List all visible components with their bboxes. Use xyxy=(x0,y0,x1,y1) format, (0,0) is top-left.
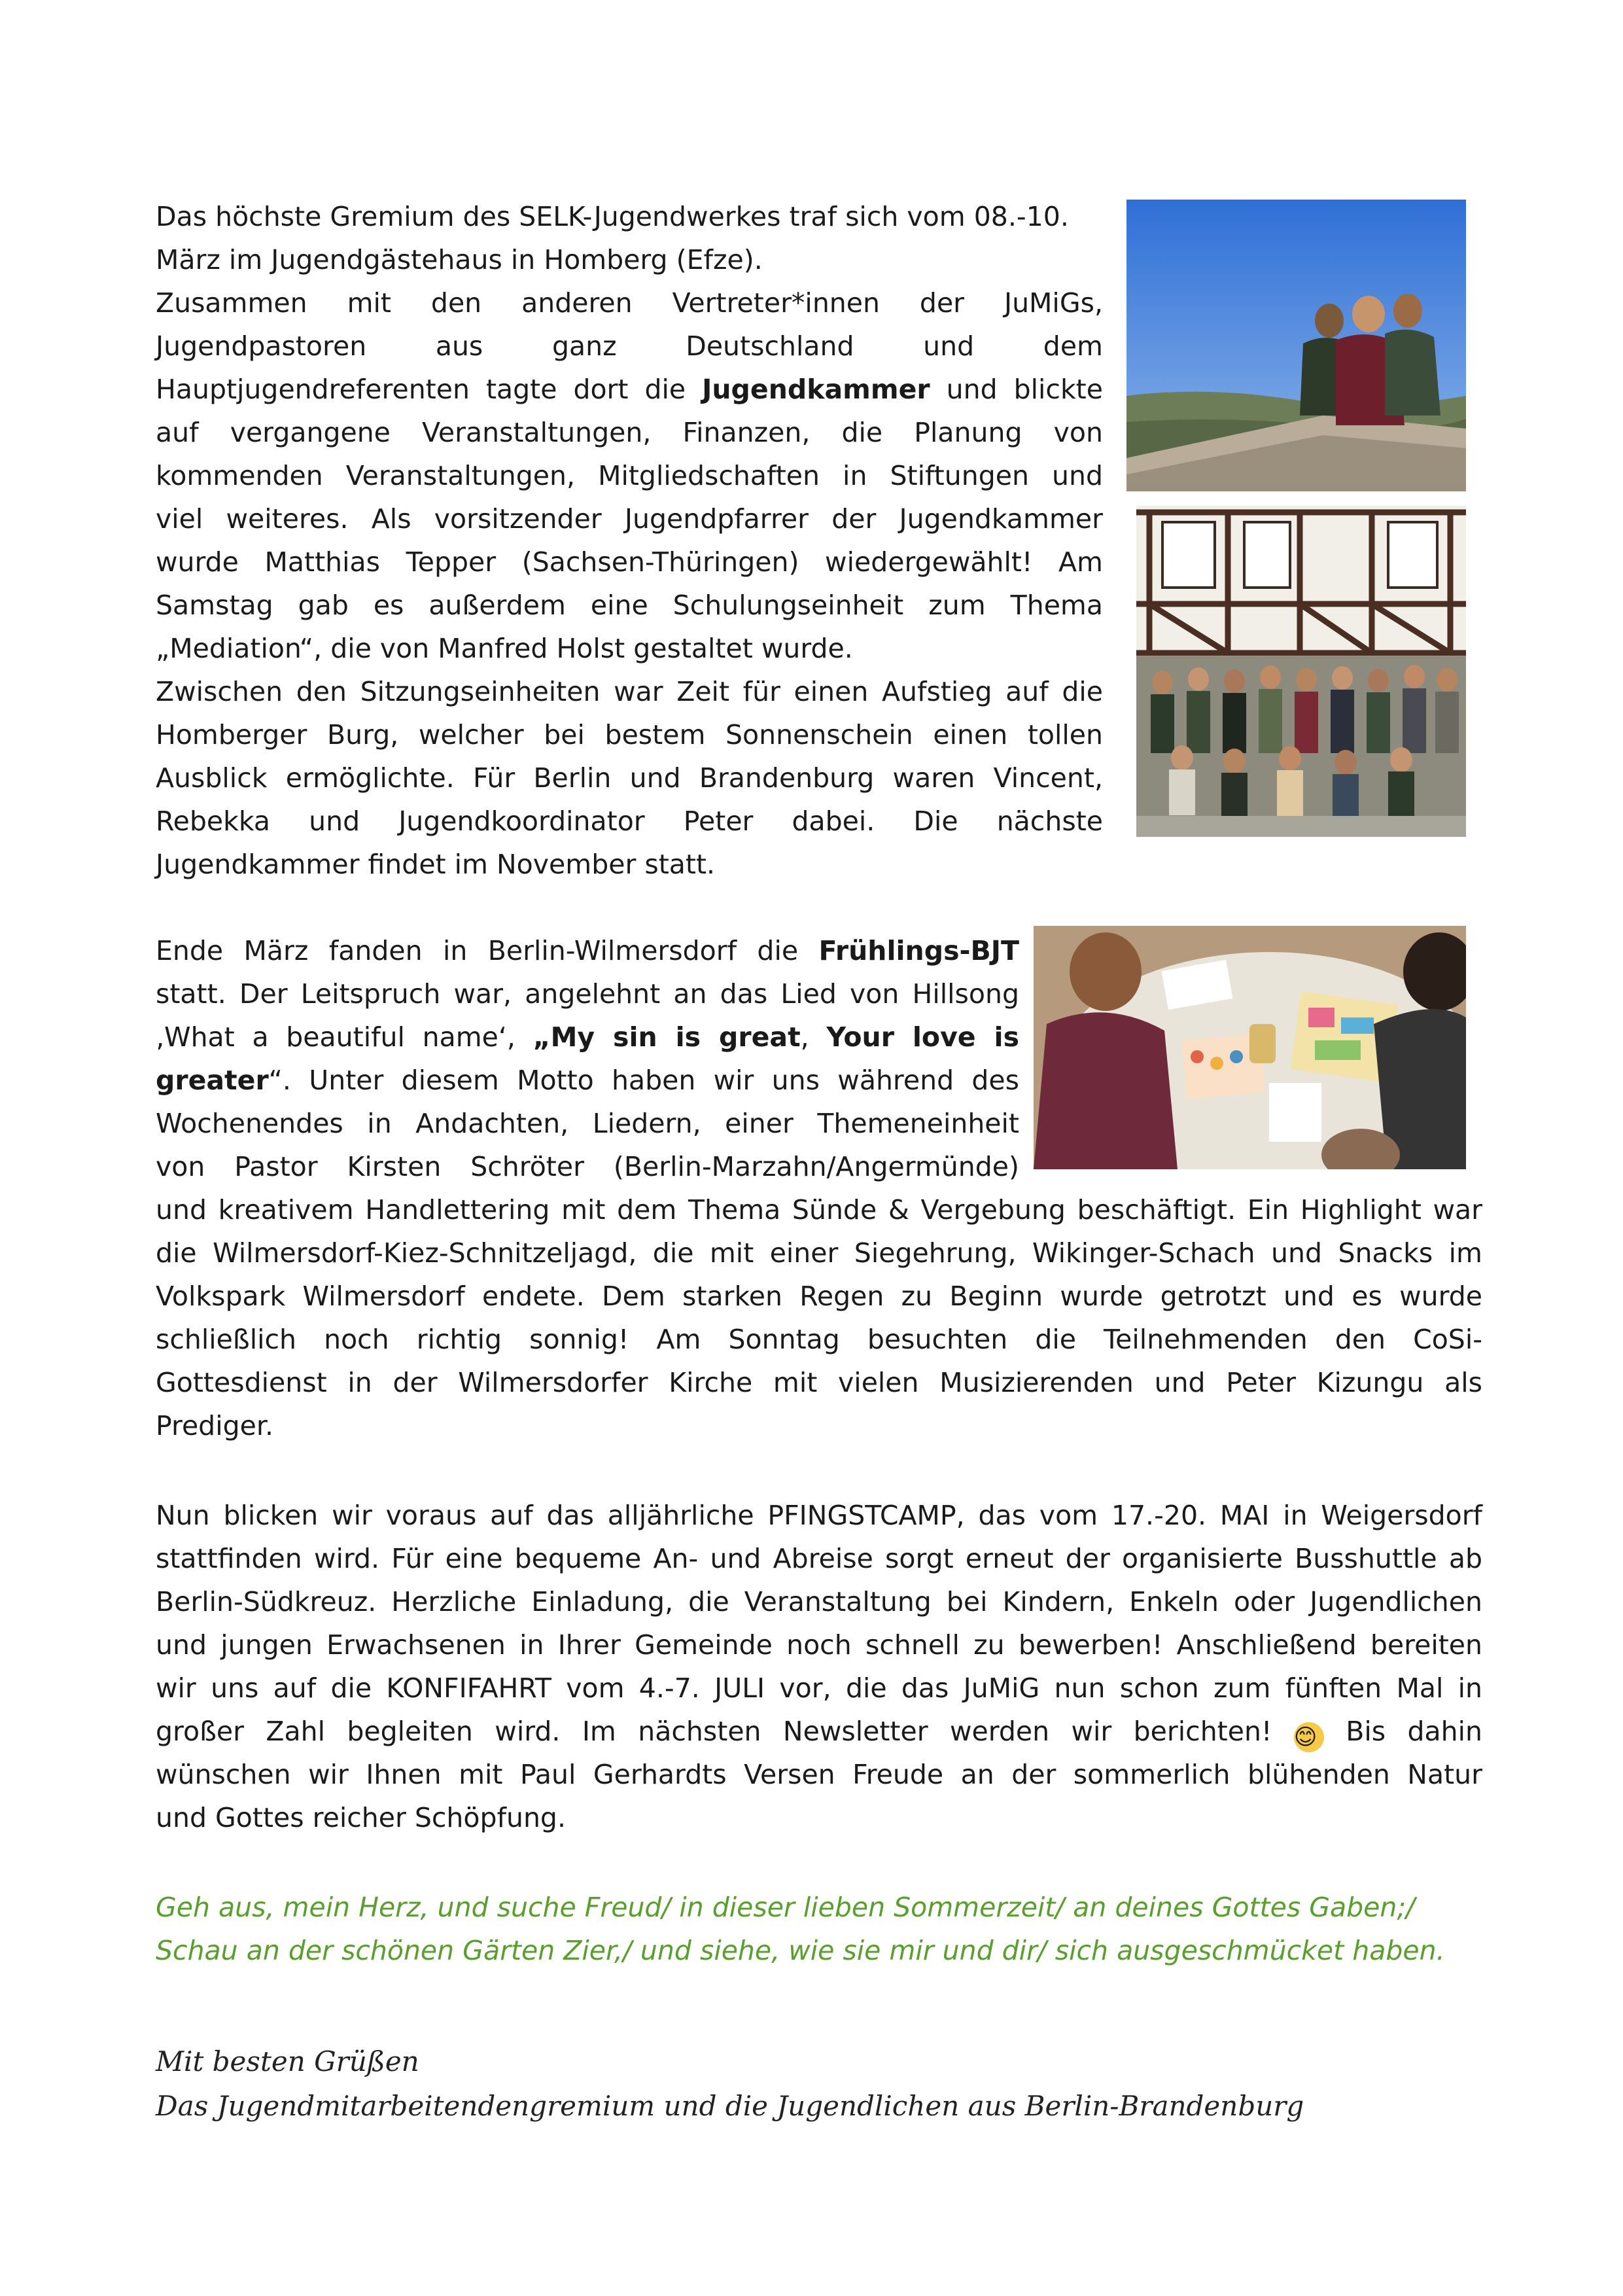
smiley-emoji-icon: 😊 xyxy=(1294,1722,1324,1752)
text-line: kommenden Veranstaltungen, Mitgliedschaften in Stiftungen und xyxy=(156,460,1103,491)
poem-line: Schau an der schönen Gärten Zier,/ und siehe, wie sie mir und dir/ sich ausgeschmücket haben. xyxy=(156,1935,1445,1966)
photo-group-house xyxy=(1136,506,1466,837)
text-line: Homberger Burg, welcher bei bestem Sonnenschein einen tollen xyxy=(156,719,1103,751)
bold-fruehlings-bjt: Frühlings-BJT xyxy=(818,935,1019,966)
text-line: viel weiteres. Als vorsitzender Jugendpfarrer der Jugendkammer xyxy=(156,503,1103,535)
text-line: Gottesdienst in der Wilmersdorfer Kirche mit vielen Musizierenden und Peter Kizungu als xyxy=(156,1367,1482,1398)
text-line: Prediger. xyxy=(156,1410,273,1441)
text-line: Jugendpastoren aus ganz Deutschland und dem xyxy=(156,330,1103,362)
text-line: Ende März fanden in Berlin-Wilmersdorf die Frühlings-BJT xyxy=(156,935,1019,966)
text-line: Jugendkammer findet im November statt. xyxy=(156,849,716,880)
text-line: von Pastor Kirsten Schröter (Berlin-Marzahn/Angermünde) xyxy=(156,1151,1019,1182)
section-ausblick xyxy=(156,1494,1482,1839)
text-line: und jungen Erwachsenen in Ihrer Gemeinde noch schnell zu bewerben! Anschließend bereiten xyxy=(156,1629,1482,1661)
text-line: Zusammen mit den anderen Vertreter*innen der JuMiGs, xyxy=(156,287,1103,319)
text-line: Volkspark Wilmersdorf endete. Dem starken Regen zu Beginn wurde getrotzt und es wurde xyxy=(156,1280,1482,1312)
text-line: und Gottes reicher Schöpfung. xyxy=(156,1802,566,1833)
text-line: Nun blicken wir voraus auf das alljährliche PFINGSTCAMP, das vom 17.-20. MAI in Weigersdorf xyxy=(156,1500,1482,1531)
photo-castle-view xyxy=(1126,200,1466,491)
closing-greeting: Mit besten Grüßen xyxy=(156,2045,419,2077)
text-line: Wochenendes in Andachten, Liedern, einer Themeneinheit xyxy=(156,1108,1019,1139)
bold-motto-part2: Your love is xyxy=(826,1021,1019,1053)
text-line: März im Jugendgästehaus in Homberg (Efze). xyxy=(156,244,763,275)
text-line: die Wilmersdorf-Kiez-Schnitzeljagd, die mit einer Siegehrung, Wikinger-Schach und Snacks im xyxy=(156,1237,1482,1269)
text-line: Berlin-Südkreuz. Herzliche Einladung, die Veranstaltung bei Kindern, Enkeln oder Jugendlichen xyxy=(156,1586,1482,1617)
closing xyxy=(156,2040,1490,2128)
bold-motto-part3: greater xyxy=(156,1065,269,1096)
text-line: Samstag gab es außerdem eine Schulungseinheit zum Thema xyxy=(156,590,1103,621)
text-line: „Mediation“, die von Manfred Holst gestaltet wurde. xyxy=(156,633,853,664)
text-line: schließlich noch richtig sonnig! Am Sonntag besuchten die Teilnehmenden den CoSi- xyxy=(156,1324,1482,1355)
bold-jugendkammer: Jugendkammer xyxy=(702,374,930,405)
text-line: Ausblick ermöglichte. Für Berlin und Brandenburg waren Vincent, xyxy=(156,762,1103,794)
text-line: wir uns auf die KONFIFAHRT vom 4.-7. JULI vor, die das JuMiG nun schon zum fünften Mal in xyxy=(156,1672,1482,1704)
text-line: großer Zahl begleiten wird. Im nächsten Newsletter werden wir berichten! 😊 Bis dahin xyxy=(156,1710,1482,1753)
text-line: ‚What a beautiful name‘, „My sin is great, Your love is xyxy=(156,1021,1019,1053)
text-line: greater“. Unter diesem Motto haben wir uns während des xyxy=(156,1065,1019,1096)
text-line: und kreativem Handlettering mit dem Thema Sünde & Vergebung beschäftigt. Ein Highlight war xyxy=(156,1194,1482,1226)
closing-signature: Das Jugendmitarbeitendengremium und die Jugendlichen aus Berlin-Brandenburg xyxy=(156,2090,1304,2122)
text-line: auf vergangene Veranstaltungen, Finanzen, die Planung von xyxy=(156,417,1103,448)
text-line: wünschen wir Ihnen mit Paul Gerhardts Versen Freude an der sommerlich blühenden Natur xyxy=(156,1759,1482,1790)
text-line: wurde Matthias Tepper (Sachsen-Thüringen) wiedergewählt! Am xyxy=(156,546,1103,578)
poem-line: Geh aus, mein Herz, und suche Freud/ in dieser lieben Sommerzeit/ an deines Gottes Gaben;/ xyxy=(156,1892,1415,1923)
bold-motto-part1: „My sin is great xyxy=(532,1021,801,1053)
text-line: Das höchste Gremium des SELK-Jugendwerkes traf sich vom 08.-10. xyxy=(156,201,1069,232)
text-line: statt. Der Leitspruch war, angelehnt an das Lied von Hillsong xyxy=(156,978,1019,1010)
text-line: Rebekka und Jugendkoordinator Peter dabei. Die nächste xyxy=(156,805,1103,837)
text-line: stattfinden wird. Für eine bequeme An- und Abreise sorgt erneut der organisierte Busshuttle ab xyxy=(156,1543,1482,1574)
section-jugendkammer xyxy=(156,195,1103,886)
photo-handlettering xyxy=(1034,926,1466,1169)
text-line: Hauptjugendreferenten tagte dort die Jugendkammer und blickte xyxy=(156,374,1103,405)
poem-quote xyxy=(156,1886,1490,1972)
text-line: Zwischen den Sitzungseinheiten war Zeit für einen Aufstieg auf die xyxy=(156,676,1103,707)
